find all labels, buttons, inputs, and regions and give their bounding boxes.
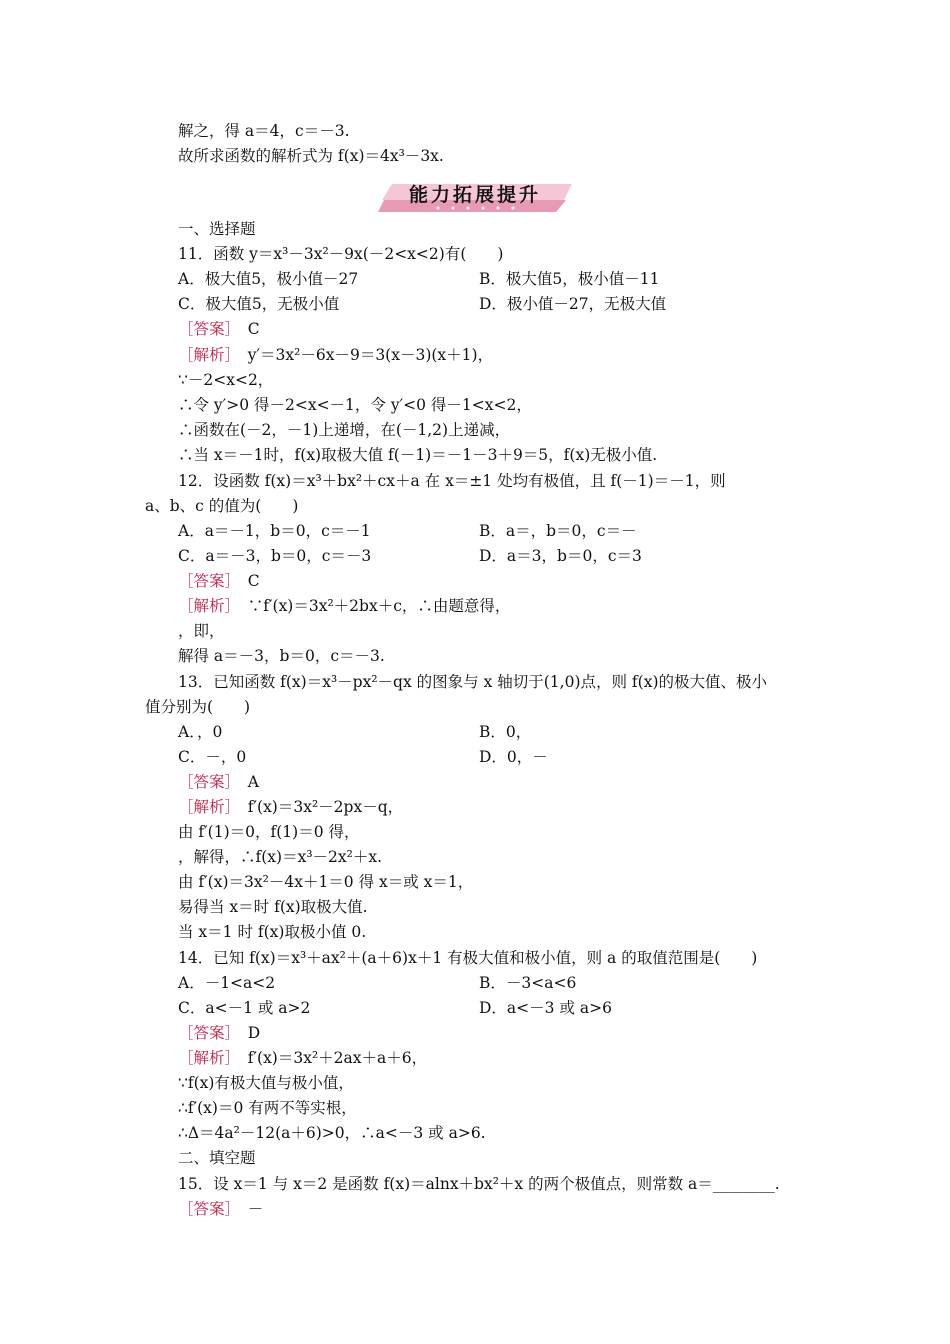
text-line (178, 471, 726, 491)
text-line (178, 146, 444, 166)
option-row (178, 722, 222, 742)
line-text: ∴令 y′>0 得－2<x<－1，令 y′<0 得－1<x<2， (178, 396, 532, 414)
text-line (178, 922, 366, 942)
answer-line (178, 1048, 427, 1068)
option-right: B．0， (479, 723, 532, 741)
text-line (178, 121, 350, 141)
answer-line (178, 596, 510, 616)
line-text: 一、选择题 (178, 220, 256, 238)
option-right: B．极大值5，极小值－11 (479, 270, 660, 288)
text-line (178, 395, 532, 415)
option-row (178, 998, 310, 1018)
line-text: ∵－2<x<2， (178, 371, 274, 389)
text-line (178, 1174, 780, 1194)
text-line (145, 496, 298, 516)
option-row (178, 747, 246, 767)
line-text: 13．已知函数 f(x)＝x³－px²－qx 的图象与 x 轴切于(1,0)点，则 f(x)的极大值、极小 (178, 673, 767, 691)
answer-line (178, 345, 493, 365)
answer-tag: ［答案］ (178, 320, 233, 338)
text-line (178, 1123, 486, 1143)
answer-tag: ［解析］ (178, 346, 233, 364)
line-text: f′(x)＝3x²－2px－q， (232, 798, 404, 816)
text-line (145, 697, 250, 717)
banner-title: 能力拓展提升 (408, 184, 541, 206)
line-text: C．－，0 (178, 748, 247, 766)
line-text: y′＝3x²－6x－9＝3(x－3)(x＋1)， (232, 346, 494, 364)
line-text: 由 f′(x)＝3x²－4x＋1＝0 得 x＝或 x＝1， (178, 873, 474, 891)
text-line (178, 646, 385, 666)
text-line (178, 1148, 256, 1168)
line-text: 由 f′(1)＝0，f(1)＝0 得， (178, 823, 360, 841)
line-text: C．极大值5，无极小值 (178, 295, 340, 313)
answer-tag: ［解析］ (178, 1049, 233, 1067)
line-text: 解得 a＝－3，b＝0，c＝－3. (178, 647, 385, 665)
option-right: D．a＝3，b＝0，c＝3 (479, 547, 642, 565)
option-right: D．0，－ (479, 748, 548, 766)
answer-line (178, 1199, 263, 1219)
option-row (178, 521, 371, 541)
answer-line (178, 571, 260, 591)
option-row (178, 973, 275, 993)
section-banner (378, 178, 572, 212)
option-right: D．a<－3 或 a>6 (479, 999, 612, 1017)
line-text: ∴f′(x)＝0 有两不等实根， (178, 1099, 357, 1117)
line-text: a、b、c 的值为( ) (145, 497, 299, 515)
answer-tag: ［答案］ (178, 1200, 233, 1218)
line-text: 故所求函数的解析式为 f(x)＝4x³－3x. (178, 147, 444, 165)
answer-tag: ［答案］ (178, 572, 233, 590)
line-text: A．－1<a<2 (178, 974, 276, 992)
text-line (178, 897, 368, 917)
text-line (178, 822, 359, 842)
line-text: 14．已知 f(x)＝x³＋ax²＋(a＋6)x＋1 有极大值和极小值，则 a 的取值范围是( ) (178, 949, 758, 967)
line-text: － (232, 1200, 264, 1218)
text-line (178, 847, 382, 867)
line-text: ∵f′(x)＝3x²＋2bx＋c，∴由题意得， (232, 597, 511, 615)
text-line (178, 244, 503, 264)
text-line (178, 219, 256, 239)
line-text: ，解得，∴f(x)＝x³－2x²＋x. (178, 848, 383, 866)
text-line (178, 1098, 357, 1118)
line-text: C (232, 572, 260, 590)
option-row (178, 546, 371, 566)
option-right: B．a＝，b＝0，c＝－ (479, 522, 637, 540)
text-line (178, 872, 473, 892)
line-text: A．a＝－1，b＝0，c＝－1 (178, 522, 371, 540)
answer-tag: ［解析］ (178, 798, 233, 816)
text-line (178, 445, 657, 465)
line-text: 12．设函数 f(x)＝x³＋bx²＋cx＋a 在 x＝±1 处均有极值，且 f(－1)＝－1，则 (178, 472, 726, 490)
line-text: A (232, 773, 259, 791)
line-text: 当 x＝1 时 f(x)取极小值 0. (178, 923, 367, 941)
option-right: B．－3<a<6 (479, 974, 577, 992)
answer-line (178, 772, 259, 792)
line-text: C．a＝－3，b＝0，c＝－3 (178, 547, 372, 565)
line-text: 11．函数 y＝x³－3x²－9x(－2<x<2)有( ) (178, 245, 504, 263)
line-text: ∴函数在(－2，－1)上递增，在(－1,2)上递减， (178, 421, 511, 439)
line-text: 二、填空题 (178, 1149, 256, 1167)
text-line (178, 621, 225, 641)
line-text: A．极大值5，极小值－27 (178, 270, 359, 288)
line-text: D (232, 1024, 261, 1042)
line-text: f′(x)＝3x²＋2ax＋a＋6， (232, 1049, 428, 1067)
text-line (178, 1073, 354, 1093)
answer-tag: ［答案］ (178, 1024, 233, 1042)
line-text: ∴当 x＝－1时，f(x)取极大值 f(－1)＝－1－3＋9＝5，f(x)无极小值. (178, 446, 658, 464)
line-text: 易得当 x＝时 f(x)取极大值. (178, 898, 368, 916)
line-text: ，即， (178, 622, 225, 640)
line-text: C．a<－1 或 a>2 (178, 999, 311, 1017)
option-row (178, 269, 358, 289)
answer-tag: ［解析］ (178, 597, 233, 615)
answer-tag: ［答案］ (178, 773, 233, 791)
text-line (178, 948, 757, 968)
answer-line (178, 319, 260, 339)
text-line (178, 370, 273, 390)
line-text: A．，0 (178, 723, 223, 741)
option-right: D．极小值－27，无极大值 (479, 295, 667, 313)
line-text: 解之，得 a＝4，c＝－3. (178, 122, 350, 140)
line-text: ∵f(x)有极大值与极小值， (178, 1074, 354, 1092)
line-text: ∴Δ＝4a²－12(a＋6)>0，∴a<－3 或 a>6. (178, 1124, 486, 1142)
text-line (178, 420, 510, 440)
line-text: 值分别为( ) (145, 698, 251, 716)
line-text: C (232, 320, 260, 338)
text-line (178, 672, 767, 692)
answer-line (178, 797, 403, 817)
line-text: 15．设 x＝1 与 x＝2 是函数 f(x)＝alnx＋bx²＋x 的两个极值点，则常数 a＝________. (178, 1175, 780, 1193)
option-row (178, 294, 339, 314)
answer-line (178, 1023, 260, 1043)
